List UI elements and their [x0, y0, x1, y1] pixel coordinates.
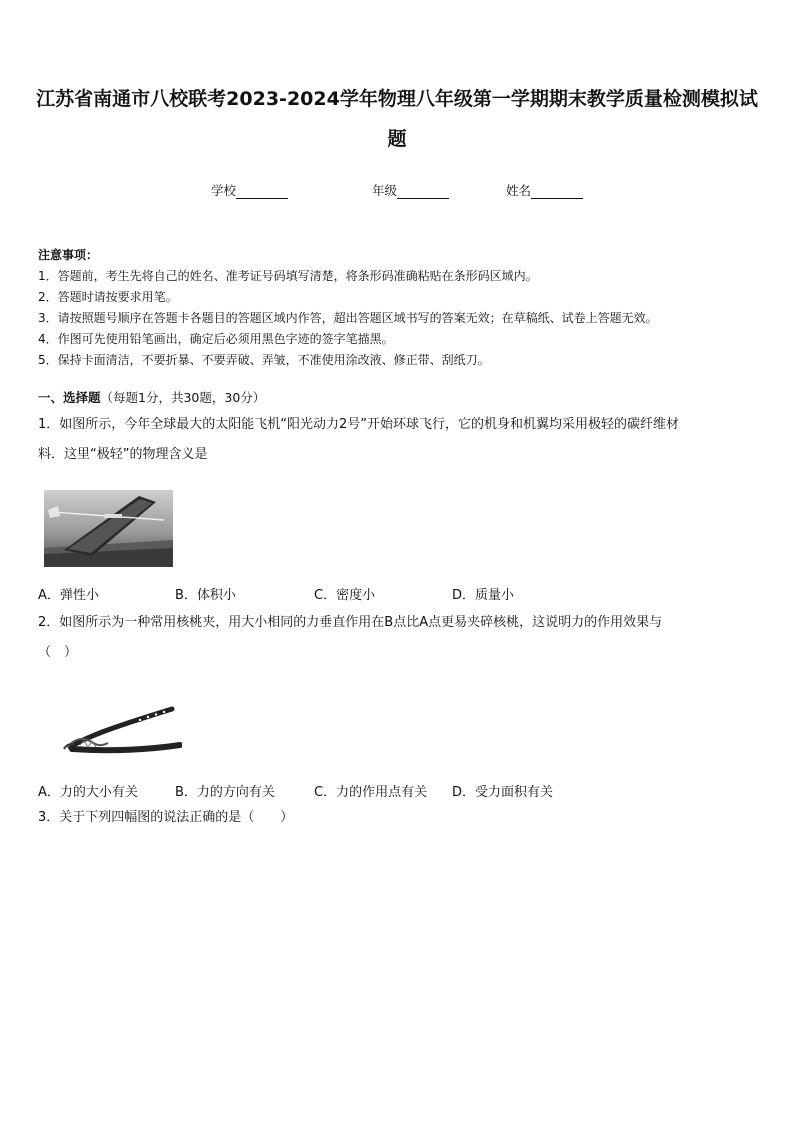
exam-title-line-2: 题 [387, 128, 407, 150]
school-label: 学校 [211, 183, 237, 198]
notes-item: 4．作图可先使用铅笔画出，确定后必须用黑色字迹的签字笔描黑。 [38, 332, 394, 346]
notes-item: 5．保持卡面清洁，不要折暴、不要弄破、弄皱，不准使用涂改液、修正带、刮纸刀。 [38, 353, 490, 367]
question-1-text: 1．如图所示，今年全球最大的太阳能飞机“阳光动力2号”开始环球飞行，它的机身和机翼均采用极轻的碳纤维材 [38, 417, 680, 432]
grade-label: 年级 [372, 183, 398, 198]
grade-blank [397, 186, 449, 199]
question-2-text: 2．如图所示为一种常用核桃夹，用大小相同的力垂直作用在B点比A点更易夹碎核桃，这说明力的作用效果与 [38, 615, 663, 630]
option-c[interactable]: C．密度小 [314, 588, 376, 603]
section-title: 一、选择题 [38, 390, 101, 405]
exam-title-line-1: 江苏省南通市八校联考2023-2024学年物理八年级第一学期期末教学质量检测模拟试 [36, 88, 758, 110]
notes-item: 3．请按照题号顺序在答题卡各题目的答题区域内作答，超出答题区域书写的答案无效；在草稿纸、试卷上答题无效。 [38, 311, 658, 325]
notes-item: 1．答题前，考生先将自己的姓名、准考证号码填写清楚，将条形码准确粘贴在条形码区域内。 [38, 269, 538, 283]
option-b[interactable]: B．体积小 [175, 588, 236, 603]
question-2-text-cont: （ ） [38, 645, 78, 660]
solar-plane-photo [44, 490, 173, 567]
name-field [506, 181, 583, 199]
option-d[interactable]: D．受力面积有关 [452, 785, 554, 800]
school-blank [236, 186, 288, 199]
notes-section [38, 245, 658, 371]
name-label: 姓名 [506, 183, 532, 198]
question-3-text: 3．关于下列四幅图的说法正确的是（ ） [38, 810, 294, 825]
question-1-text-cont: 料．这里“极轻”的物理含义是 [38, 447, 208, 462]
notes-item: 2．答题时请按要求用笔。 [38, 290, 178, 304]
notes-heading: 注意事项： [38, 248, 99, 262]
section-heading [38, 388, 265, 406]
grade-field [372, 181, 449, 199]
option-a[interactable]: A．力的大小有关 [38, 785, 138, 800]
option-c[interactable]: C．力的作用点有关 [314, 785, 428, 800]
section-meta: （每题1分，共30题，30分） [100, 390, 266, 405]
school-field [211, 181, 288, 199]
option-b[interactable]: B．力的方向有关 [175, 785, 275, 800]
option-a[interactable]: A．弹性小 [38, 588, 99, 603]
option-d[interactable]: D．质量小 [452, 588, 515, 603]
walnut-cracker-photo [60, 703, 182, 763]
name-blank [531, 186, 583, 199]
